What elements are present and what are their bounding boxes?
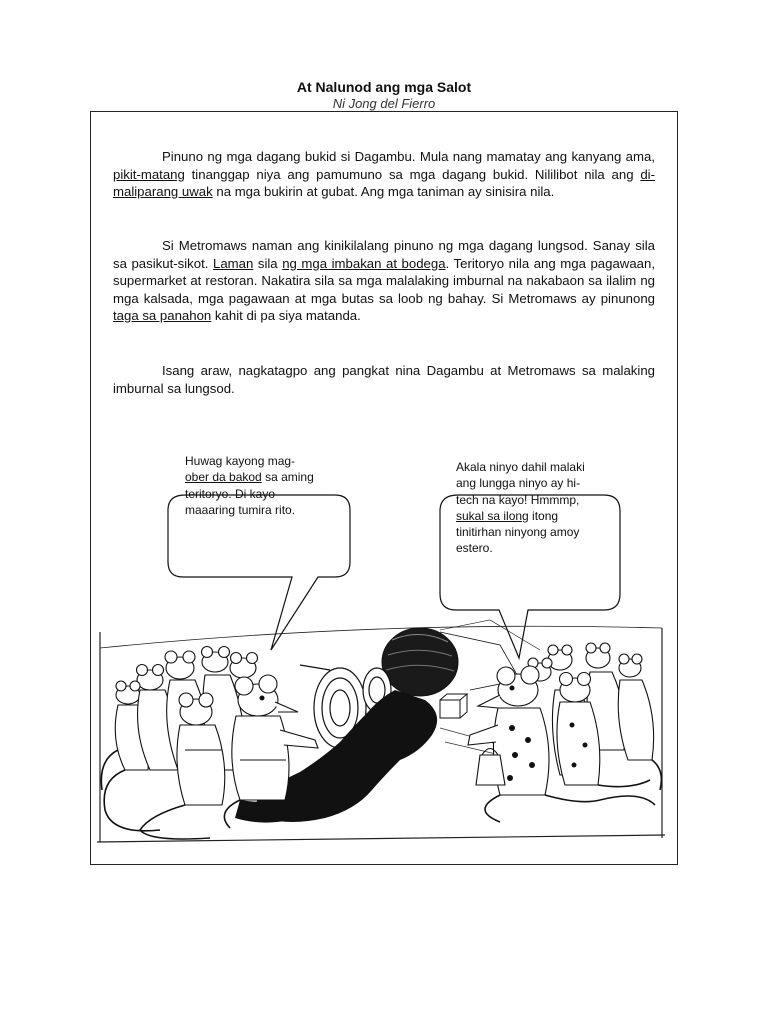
paragraph-3: Isang araw, nagkatagpo ang pangkat nina Dagambu at Metromaws sa malaking imburnal sa lungsod.: [113, 363, 655, 396]
vocab-word: pikit-matang: [113, 166, 185, 182]
speech-bubble-left: [168, 495, 350, 650]
vocab-word: sukal sa ilong: [456, 508, 529, 523]
vocab-word: Laman: [212, 255, 254, 271]
story-author: Ni Jong del Fierro: [332, 96, 436, 111]
vocab-word: di-maliparang uwak: [113, 166, 655, 199]
box-image: [440, 694, 467, 718]
bubble-text-left: Huwag kayong mag- ober da bakod sa aming teritoryo. Di kayo maaaring tumira rito.: [185, 454, 314, 517]
bubble-text-right: Akala ninyo dahil malaki ang lungga ninyo ay hi- tech na kayo! Hmmmp, sukal sa ilong itong tinitirhan ninyong amoy estero.: [456, 460, 585, 556]
paragraph-2: Si Metromaws naman ang kinikilalang pinuno ng mga dagang lungsod. Sanay sila sa pasikut-sikot. Laman sila ng mga imbakan at bodega. Teritoryo nila ang mga pagawaan, supermarket at restoran. Nakatira sila sa mga malalaking imburnal na nakabaon sa ilalim ng mga kalsada, mga pagawaan at mga butas sa loob ng bahay. Si Metromaws ay pinunong taga sa panahon kahit di pa siya matanda.: [113, 238, 655, 323]
city-rats-group-image: [468, 643, 661, 822]
paragraph-1: Pinuno ng mga dagang bukid si Dagambu. Mula nang mamatay ang kanyang ama, pikit-matang tinanggap niya ang pamumuno sa mga dagang bukid. Nililibot nila ang di-maliparang uwak na mga bukirin at gubat. Ang mga taniman ay sinisira nila.: [113, 149, 655, 199]
story-title: At Nalunod ang mga Salot: [296, 79, 472, 95]
vocab-word: ober da bakod: [185, 470, 262, 485]
vocab-word: ng mga imbakan at bodega: [282, 255, 446, 271]
vocab-word: taga sa panahon: [113, 308, 212, 323]
